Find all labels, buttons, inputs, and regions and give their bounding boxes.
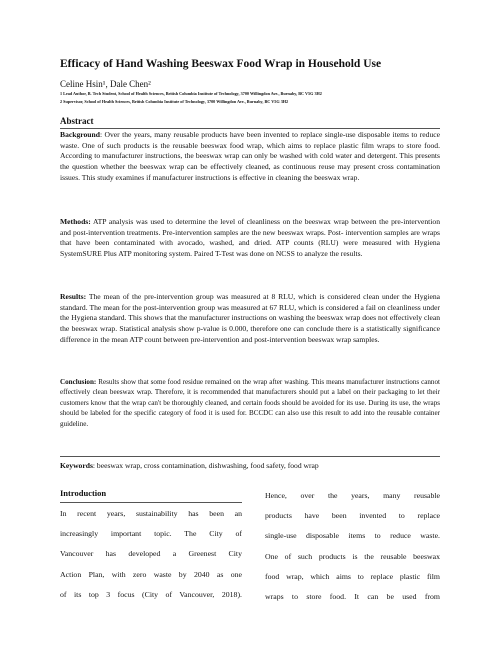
keywords-text: : beeswax wrap, cross contamination, dishwashing, food safety, food wrap	[92, 461, 319, 470]
intro-left-column	[60, 504, 242, 605]
background-text: : Over the years, many reusable products have been invented to replace single-use disposable items to reduce waste. One of such products is the reusable beeswax food wrap, which aims to replace plastic film wraps to store food. According to manufacturer instructions, the beeswax wrap can only be washed with cold water and detergent. This presents the question whether the beeswax wrap can be effectively cleaned, as continuous reuse may present cross contamination issues. This study examines if manufacturer instructions is effective in cleaning the beeswax wrap.	[60, 130, 440, 182]
intro-right-column	[265, 486, 440, 607]
paper-title: Efficacy of Hand Washing Beeswax Food Wrap in Household Use	[60, 58, 382, 70]
intro-right-line: Hence, over the years, many reusable	[265, 491, 440, 500]
conclusion-paragraph	[60, 377, 440, 429]
methods-text: ATP analysis was used to determine the level of cleanliness on the beeswax wrap between the pre-intervention and post-intervention treatments. Pre-intervention samples are the new beeswax wraps. Post- intervention samples are wraps that have been contaminated with avocado, washed, and dried. ATP counts (RLU) were measured with Hygiena SystemSURE Plus ATP monitoring system. Paired T-Test was done on NCSS to analyze the results.	[60, 217, 440, 259]
abstract-top-rule	[60, 128, 440, 129]
abstract-bottom-rule	[60, 456, 440, 457]
conclusion-text: Results show that some food residue remained on the wrap after washing. This means manufacturer instructions cannot effectively clean beeswax wrap. Therefore, it is recommended that manufacturers should put a label on their packaging to let their customers know that the wrap can't be thoroughly cleaned, and certain foods should be avoided for its use. During its use, the wraps should be labeled for the specific category of food it is used for. BCCDC can also use this result to add into the reusable container guideline.	[60, 378, 440, 428]
authors: Celine Hsin¹, Dale Chen²	[60, 79, 151, 89]
affiliation-1: 1 Lead Author, B. Tech Student, School of Health Sciences, British Columbia Institute of Technology, 3700 Willingdon Ave., Burnaby, BC V5G 3H2	[60, 91, 322, 96]
keywords-label: Keywords	[60, 461, 93, 470]
keywords	[60, 461, 440, 471]
introduction-heading: Introduction	[60, 488, 107, 498]
results-text: The mean of the pre-intervention group was measured at 8 RLU, which is considered clean under the Hygiena standard. The mean for the post-intervention group was measured at 67 RLU, which is considered a fail on cleanliness under the Hygiena standard. This shows that the manufacturer instructions on washing the beeswax wrap does not effectively clean the beeswax wrap. Statistical analysis show p-value is 0.000, therefore one can conclude there is a statistically significance difference in the mean ATP count between pre-intervention and post-intervention beeswax wrap samples.	[60, 292, 440, 344]
intro-right-line: wraps to store food. It can be used from	[265, 592, 440, 602]
introduction-rule	[60, 502, 242, 503]
intro-left-line: of its top 3 focus (City of Vancouver, 2018).	[60, 589, 242, 599]
methods-paragraph	[60, 217, 440, 260]
conclusion-label: Conclusion:	[60, 378, 97, 386]
background-paragraph	[60, 130, 440, 184]
intro-left-line: In recent years, sustainability has been an	[60, 509, 242, 518]
intro-left-line: Vancouver has developed a Greenest City	[60, 549, 242, 559]
affiliation-2: 2 Supervisor, School of Health Sciences, British Columbia Institute of Technology, 3700 Willingdon Ave., Burnaby, BC V5G 3H2	[60, 99, 289, 104]
abstract-heading: Abstract	[60, 116, 94, 126]
intro-right-line: single-use disposable items to reduce waste.	[265, 531, 440, 541]
intro-left-line: Action Plan, with zero waste by 2040 as one	[60, 569, 242, 579]
intro-right-line: products have been invented to replace	[265, 511, 440, 521]
intro-right-line: food wrap, which aims to replace plastic film	[265, 571, 440, 581]
intro-right-line: One of such products is the reusable beeswax	[265, 551, 440, 561]
methods-label: Methods:	[60, 217, 91, 226]
results-paragraph	[60, 292, 440, 346]
intro-left-line: increasingly important topic. The City of	[60, 529, 242, 539]
background-label: Background	[60, 130, 100, 139]
results-label: Results:	[60, 292, 87, 301]
